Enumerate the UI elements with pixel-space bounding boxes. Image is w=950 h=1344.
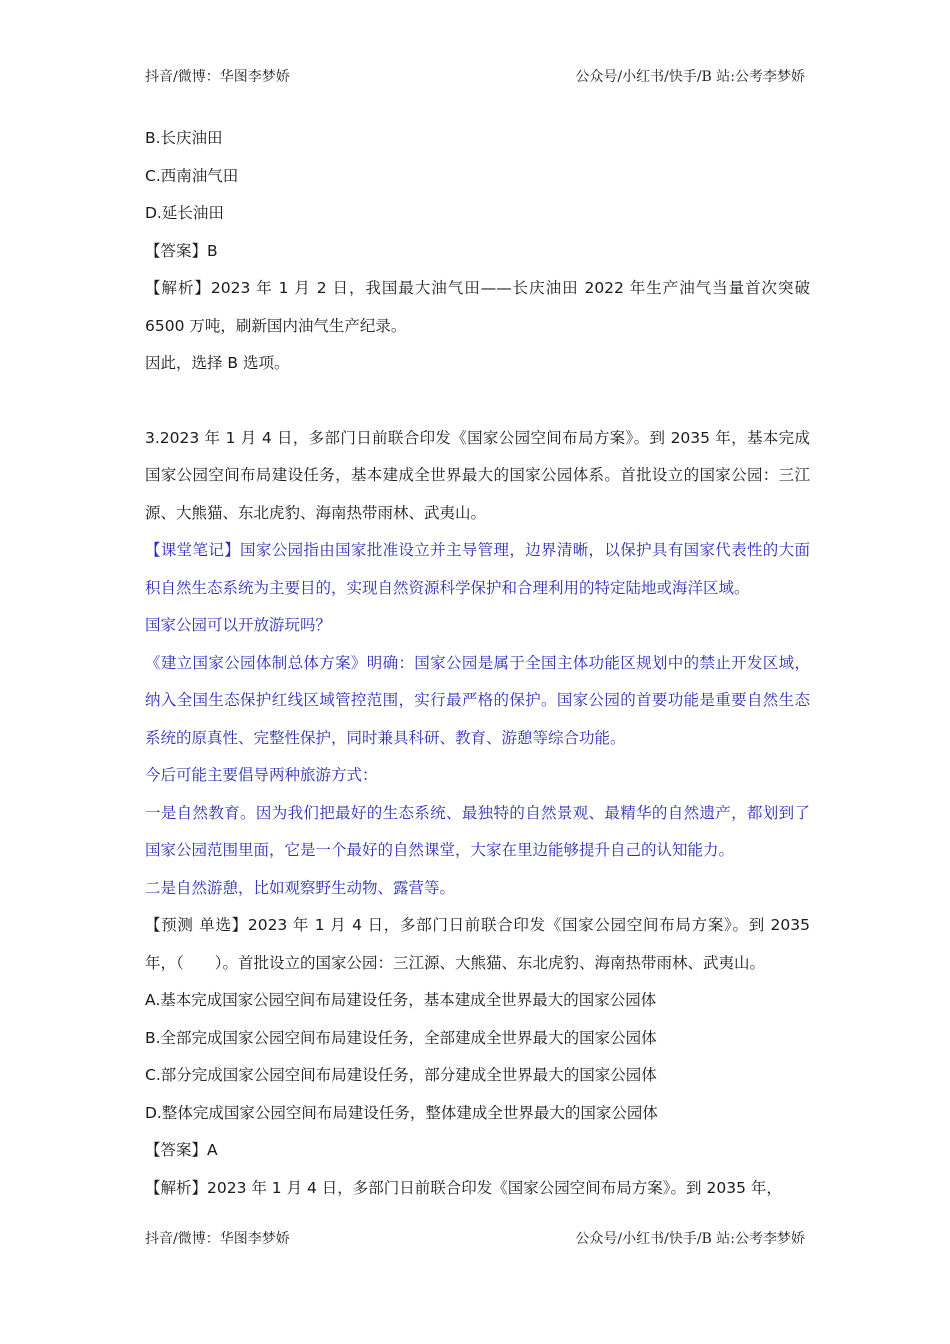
q3-answer: 【答案】A [145, 1141, 218, 1159]
q2-option-c: C.西南油气田 [145, 166, 239, 185]
class-note-nature-education: 一是自然教育。因为我们把最好的生态系统、最独特的自然景观、最精华的自然遗产，都划到了国家公园范围里面，它是一个最好的自然课堂，大家在里边能够提升自己的认知能力。 [145, 803, 810, 859]
q3-analysis: 【解析】2023 年 1 月 4 日，多部门日前联合印发《国家公园空间布局方案》。到 2035 年， [145, 1178, 782, 1197]
q3-option-b: B.全部完成国家公园空间布局建设任务，全部建成全世界最大的国家公园体 [145, 1028, 657, 1047]
section-gap [145, 383, 810, 420]
q2-analysis: 【解析】2023 年 1 月 2 日，我国最大油气田——长庆油田 2022 年生产油气当量首次突破 6500 万吨，刷新国内油气生产纪录。 [145, 279, 810, 335]
class-note-question: 国家公园可以开放游玩吗？ [145, 616, 332, 634]
q3-option-c: C.部分完成国家公园空间布局建设任务，部分建成全世界最大的国家公园体 [145, 1066, 657, 1084]
document-body [145, 120, 810, 1207]
q2-option-d: D.延长油田 [145, 204, 224, 222]
q2-answer: 【答案】B [145, 241, 218, 260]
q3-option-d: D.整体完成国家公园空间布局建设任务，整体建成全世界最大的国家公园体 [145, 1103, 658, 1122]
q3-predict-question: 【预测 单选】2023 年 1 月 4 日，多部门日前联合印发《国家公园空间布局方案》。到 2035 年，（ ）。首批设立的国家公园：三江源、大熊猫、东北虎豹、海南热带雨林、武夷山。 [145, 916, 810, 972]
q2-option-b: B.长庆油田 [145, 129, 223, 147]
header-left: 抖音/微博：华图李梦娇 [145, 69, 290, 85]
class-note-intro: 【课堂笔记】国家公园指由国家批准设立并主导管理，边界清晰，以保护具有国家代表性的大面积自然生态系统为主要目的，实现自然资源科学保护和合理利用的特定陆地或海洋区域。 [145, 541, 810, 597]
footer-left: 抖音/微博：华图李梦娇 [145, 1231, 290, 1247]
q2-conclusion: 因此，选择 B 选项。 [145, 354, 290, 372]
class-note-plan: 《建立国家公园体制总体方案》明确：国家公园是属于全国主体功能区规划中的禁止开发区域，纳入全国生态保护红线区域管控范围，实行最严格的保护。国家公园的首要功能是重要自然生态系统的原真性、完整性保护，同时兼具科研、教育、游憩等综合功能。 [145, 653, 810, 747]
q3-option-a: A.基本完成国家公园空间布局建设任务，基本建成全世界最大的国家公园体 [145, 991, 657, 1009]
page-footer [145, 1228, 805, 1248]
footer-right: 公众号/小红书/快手/B 站:公考李梦娇 [575, 1231, 805, 1247]
header-right: 公众号/小红书/快手/B 站:公考李梦娇 [575, 69, 805, 85]
q3-stem: 3.2023 年 1 月 4 日，多部门日前联合印发《国家公园空间布局方案》。到 2035 年，基本完成国家公园空间布局建设任务，基本建成全世界最大的国家公园体系。首批设立的国家公园：三江源、大熊猫、东北虎豹、海南热带雨林、武夷山。 [145, 428, 810, 522]
class-note-nature-recreation: 二是自然游憩，比如观察野生动物、露营等。 [145, 878, 456, 897]
page-header [145, 66, 805, 86]
class-note-tourism: 今后可能主要倡导两种旅游方式： [145, 766, 378, 784]
